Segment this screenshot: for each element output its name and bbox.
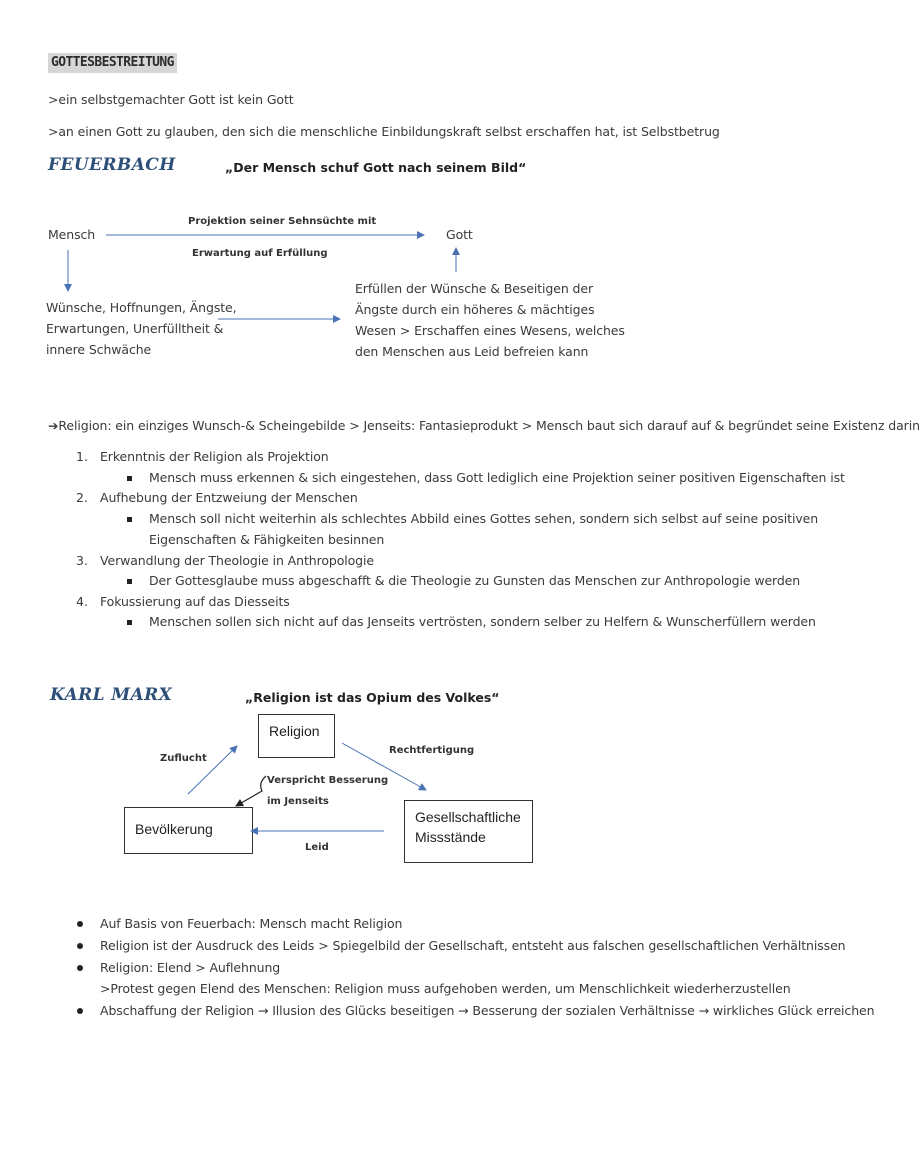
verspricht-label: im Jenseits <box>267 796 329 807</box>
right-line: Erfüllen der Wünsche & Beseitigen der <box>355 281 593 296</box>
feuerbach-heading: FEUERBACH <box>48 155 176 175</box>
religion-box: Religion <box>258 714 335 758</box>
verspricht-label: Verspricht Besserung <box>267 775 389 786</box>
missstaende-line: Gesellschaftliche <box>415 809 521 825</box>
bullet-text: Religion: Elend > Auflehnung <box>100 960 281 975</box>
point-number: 1. <box>76 449 88 464</box>
point-sub: Mensch soll nicht weiterhin als schlechtes Abbild eines Gottes sehen, sondern sich selbst auf seine positiven <box>149 511 819 526</box>
projection-label-top: Projektion seiner Sehnsüchte mit <box>188 216 377 227</box>
right-line: den Menschen aus Leid befreien kann <box>355 344 589 359</box>
marx-quote: „Religion ist das Opium des Volkes“ <box>245 690 500 705</box>
summary-arrow-icon: ➔ <box>48 418 59 433</box>
point-title: Erkenntnis der Religion als Projektion <box>100 449 329 464</box>
diagram-mensch: Mensch <box>48 227 96 242</box>
bullet-icon <box>77 1008 83 1014</box>
right-line: Ängste durch ein höheres & mächtiges <box>355 302 595 317</box>
point-title: Aufhebung der Entzweiung der Menschen <box>100 490 358 505</box>
arrow-zuflucht <box>188 746 237 794</box>
leid-label: Leid <box>305 842 329 853</box>
point-sub: Menschen sollen sich nicht auf das Jenseits vertrösten, sondern selber zu Helfern & Wunscherfüllern werden <box>149 614 816 629</box>
bullet-text-cont: >Protest gegen Elend des Menschen: Religion muss aufgehoben werden, um Menschlichkeit wiederherzustellen <box>100 981 791 996</box>
bullet-icon <box>77 921 83 927</box>
point-title: Verwandlung der Theologie in Anthropologie <box>100 553 374 568</box>
bullet-text: Auf Basis von Feuerbach: Mensch macht Religion <box>100 916 403 931</box>
left-line: Erwartungen, Unerfülltheit & <box>46 321 224 336</box>
point-sub: Der Gottesglaube muss abgeschafft & die Theologie zu Gunsten das Menschen zur Anthropologie werden <box>149 573 801 588</box>
bullet-text: Abschaffung der Religion → Illusion des Glücks beseitigen → Besserung der sozialen Verhältnisse → wirkliches Glück erreichen <box>100 1003 875 1018</box>
feuerbach-summary: ➔Religion: ein einziges Wunsch-& Scheingebilde > Jenseits: Fantasieprodukt > Mensch baut sich darauf auf & begründet seine Existenz darin <box>48 418 920 433</box>
bullet-text: Religion ist der Ausdruck des Leids > Spiegelbild der Gesellschaft, entsteht aus falschen gesellschaftlichen Verhältnissen <box>100 938 846 953</box>
left-line: Wünsche, Hoffnungen, Ängste, <box>46 300 237 315</box>
left-line: innere Schwäche <box>46 342 152 357</box>
marx-heading: KARL MARX <box>50 685 173 705</box>
rechtfertigung-label: Rechtfertigung <box>389 745 475 756</box>
right-line: Wesen > Erschaffen eines Wesens, welches <box>355 323 625 338</box>
point-number: 4. <box>76 594 88 609</box>
feuerbach-quote: „Der Mensch schuf Gott nach seinem Bild“ <box>225 160 527 175</box>
point-number: 3. <box>76 553 88 568</box>
projection-label-bottom: Erwartung auf Erfüllung <box>192 248 328 259</box>
diagram-gott: Gott <box>446 227 473 242</box>
bullet-icon <box>77 943 83 949</box>
bullet-icon <box>77 965 83 971</box>
point-sub: Eigenschaften & Fähigkeiten besinnen <box>149 532 385 547</box>
point-sub: Mensch muss erkennen & sich eingestehen, dass Gott lediglich eine Projektion seiner positiven Eigenschaften ist <box>149 470 845 485</box>
zuflucht-label: Zuflucht <box>160 753 207 764</box>
point-number: 2. <box>76 490 88 505</box>
arrow-verspricht <box>236 776 266 806</box>
intro-line-2: >an einen Gott zu glauben, den sich die menschliche Einbildungskraft selbst erschaffen hat, ist Selbstbetrug <box>48 124 720 139</box>
intro-line-1: >ein selbstgemachter Gott ist kein Gott <box>48 92 294 107</box>
page-title: GOTTESBESTREITUNG <box>48 53 177 73</box>
arrow-rechtfertigung <box>342 743 426 790</box>
bevoelkerung-box: Bevölkerung <box>124 807 253 854</box>
missstaende-line: Missstände <box>415 829 486 845</box>
point-title: Fokussierung auf das Diesseits <box>100 594 290 609</box>
